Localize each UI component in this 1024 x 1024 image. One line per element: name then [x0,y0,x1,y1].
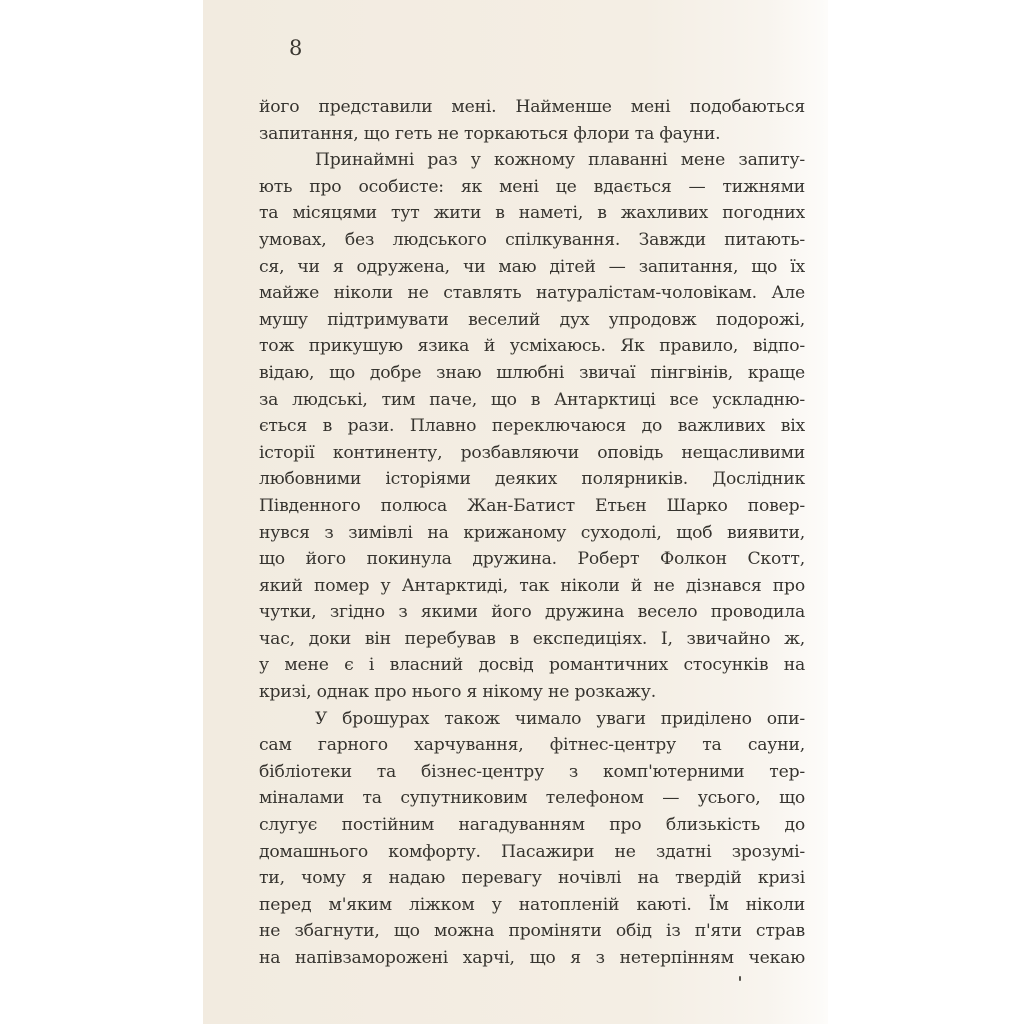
text-line: домашнього комфорту. Пасажири не здатні зрозумі- [259,841,805,862]
body-text [259,94,805,972]
text-line: історії континенту, розбавляючи оповідь нещасливими [259,442,805,463]
text-line: слугує постійним нагадуванням про близькість до [259,815,805,836]
text-line: бібліотеки та бізнес-центру з комп'ютерними тер- [259,761,805,782]
text-line: що його покинула дружина. Роберт Фолкон Скотт, [259,549,805,570]
text-line: Південного полюса Жан-Батист Етьєн Шарко повер- [259,495,805,516]
book-page [203,0,828,1024]
page-number: 8 [289,36,303,60]
text-line: час, доки він перебував в експедиціях. І, звичайно ж, [259,628,805,649]
text-line: який помер у Антарктиді, так ніколи й не дізнався про [259,575,805,596]
text-line: ся, чи я одружена, чи маю дітей — запитання, що їх [259,256,805,277]
text-line: любовними історіями деяких полярників. Дослідник [259,469,805,490]
text-line: чутки, згідно з якими його дружина весело проводила [259,602,805,623]
text-line: відаю, що добре знаю шлюбні звичаї пінгвінів, краще [259,362,805,383]
text-line: запитання, що геть не торкаються флори та фауни. [259,123,721,144]
paragraph [259,706,805,972]
text-line: його представили мені. Найменше мені подобаються [259,97,805,117]
text-line: не збагнути, що можна проміняти обід із п'яти страв [259,921,805,942]
text-line: У брошурах також чимало уваги приділено опи- [315,708,805,729]
text-line: Принаймні раз у кожному плаванні мене запиту- [315,150,805,171]
text-line: перед м'яким ліжком у натопленій каюті. Їм ніколи [259,894,805,915]
text-line: ти, чому я надаю перевагу ночівлі на твердій кризі [259,868,805,889]
text-line: ють про особисте: як мені це вдається — тижнями [259,176,805,197]
text-line: та місяцями тут жити в наметі, в жахливих погодних [259,203,805,224]
text-line: у мене є і власний досвід романтичних стосунків на [259,655,805,676]
text-line: майже ніколи не ставлять натуралістам-чоловікам. Але [259,283,805,304]
text-line: на напівзаморожені харчі, що я з нетерпінням чекаю [259,948,805,968]
text-line: тож прикушую язика й усміхаюсь. Як правило, відпо- [259,336,805,357]
text-line: за людські, тим паче, що в Антарктиці все ускладню- [259,389,805,410]
text-line: кризі, однак про нього я нікому не розкажу. [259,682,656,703]
text-line: мушу підтримувати веселий дух упродовж подорожі, [259,309,805,330]
text-line: ється в рази. Плавно переключаюся до важливих віх [259,416,805,437]
text-line: міналами та супутниковим телефоном — усього, що [259,788,805,809]
paragraph [259,147,805,705]
text-line: нувся з зимівлі на крижаному суходолі, щоб виявити, [259,522,805,543]
text-line: умовах, без людського спілкування. Завжди питають- [259,229,805,250]
print-speck [739,976,741,981]
text-line: сам гарного харчування, фітнес-центру та сауни, [259,735,805,756]
paragraph [259,94,805,147]
